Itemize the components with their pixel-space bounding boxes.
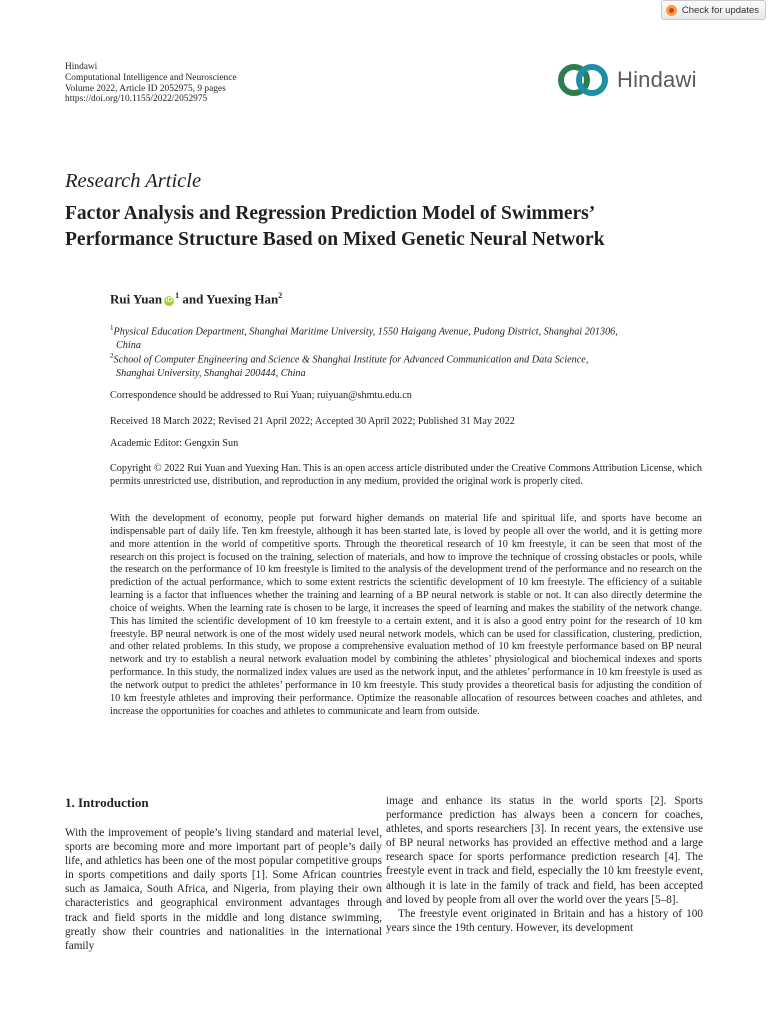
check-for-updates-label: Check for updates: [681, 4, 759, 16]
title-line-1: Factor Analysis and Regression Prediction Model of Swimmers’: [65, 203, 596, 224]
journal-header: [65, 62, 237, 105]
hindawi-logo-text: Hindawi: [617, 67, 697, 92]
hindawi-logo-icon: [557, 62, 611, 98]
paragraph: The freestyle event originated in Britain and has a history of 100 years since the 19th century. However, its development: [386, 907, 703, 934]
author-name[interactable]: Yuexing Han: [206, 291, 279, 307]
affiliation-text: China: [116, 339, 141, 351]
orcid-icon[interactable]: iD: [165, 297, 173, 305]
doi-link[interactable]: https://doi.org/10.1155/2022/2052975: [65, 94, 208, 105]
affiliation-1: [110, 322, 710, 352]
body-column-left: [65, 826, 382, 953]
affiliation-2: [110, 350, 710, 380]
author-affiliation-mark: 1: [175, 291, 180, 300]
author-affiliation-mark: 2: [278, 291, 283, 300]
volume-info: Volume 2022, Article ID 2052975, 9 pages: [65, 83, 226, 94]
hindawi-logo: [557, 62, 697, 98]
publication-dates: Received 18 March 2022; Revised 21 April 2022; Accepted 30 April 2022; Published 31 May 2022: [110, 416, 515, 427]
title-line-2: Performance Structure Based on Mixed Genetic Neural Network: [65, 229, 605, 250]
affiliation-text: Physical Education Department, Shanghai Maritime University, 1550 Haigang Avenue, Pudong District, Shanghai 201306,: [113, 326, 618, 338]
section-heading: 1. Introduction: [65, 795, 149, 810]
academic-editor: Academic Editor: Gengxin Sun: [110, 438, 239, 449]
check-for-updates-button[interactable]: [661, 0, 766, 20]
affiliation-mark: 2: [110, 352, 114, 360]
author-list: [110, 291, 282, 307]
paragraph: image and enhance its status in the world sports [2]. Sports performance prediction has always been a concern for coaches, athletes, and sports researchers [3]. In recent years, the extensive use of BP neural networks has provided an effective method and a large research space for sports performance prediction research [4]. The freestyle event in track and field, especially the 10 km freestyle event, although it is late in the family of track and field, has been accepted and loved by people from all over the world over the years [5–8].: [386, 795, 703, 906]
abstract: With the development of economy, people put forward higher demands on material life and spiritual life, and sports have become an indispensable part of daily life. Ten km freestyle, although it has been started late, is loved by people all over the world, and it is getting more and more attention in the world of competitive sports. Through the theoretical research of 10 km freestyle, it can be seen that most of the research on this project is focused on the training, selection of materials, and how to improve the technique of crossing obstacles or pools, while the research on the performance of 10 km freestyle is limited to the analysis of the development trend of the performance and no research on the prediction of the actual performance, which to some extent restricts the scientific development of 10 km freestyle. The efficiency of a suitable learning is a factor that influences whether the training and learning of a BP neural network is stable or not. It can also directly determine the choice of weights. When the learning rate is chosen to be large, it increases the speed of learning and makes the stability of the network change. This has limited the scientific development of 10 km freestyle to a certain extent, and it is also a good entry point for the research of 10 km freestyle. BP neural network is one of the most widely used neural network models, which can be used for classification, clustering, prediction, and other related problems. In this study, we propose a comprehensive evaluation method of 10 km freestyle performance based on BP neural network and try to establish a neural network evaluation model by combining the athletes’ physiological and biochemical indexes and sports performance. In this study, the normalized index values are used as the network input, and the athletes’ performance in 10 km freestyle is used as the network output to predict the athletes’ performance in 10 km freestyle. This study provides a theoretical basis for adjusting the condition of 10 km freestyle athletes and improving their performance. Optimize the reasonable allocation of resources between coaches and athletes, and increase the opportunities for coaches and athletes to communicate and learn from outside.: [110, 513, 702, 717]
author-conjunction: and: [182, 291, 204, 307]
paragraph: With the improvement of people’s living standard and material level, sports are becoming more and more important part of people’s daily life, and athletics has been one of the most popular competitive groups in sports competitions and daily sports [1]. Some African countries such as Jamaica, South Africa, and Nigeria, from playing their own characteristics and geographical environment advantages through track and field sports in the middle and long distance swimming, greatly show their countries and nationalities in the international family: [65, 827, 382, 952]
update-badge-icon: [666, 5, 677, 16]
journal-name: Computational Intelligence and Neuroscience: [65, 72, 237, 83]
affiliation-text: School of Computer Engineering and Science & Shanghai Institute for Advanced Communication and Data Science,: [113, 354, 589, 366]
copyright-notice: Copyright © 2022 Rui Yuan and Yuexing Han. This is an open access article distributed under the Creative Commons Attribution License, which permits unrestricted use, distribution, and reproduction in any medium, provided the original work is properly cited.: [110, 463, 702, 487]
article-type: Research Article: [65, 170, 202, 192]
correspondence: Correspondence should be addressed to Rui Yuan; ruiyuan@shmtu.edu.cn: [110, 390, 412, 401]
body-column-right: [386, 794, 703, 935]
affiliation-mark: 1: [110, 324, 114, 332]
article-title: [65, 201, 745, 253]
publisher-name: Hindawi: [65, 62, 98, 72]
affiliation-text: Shanghai University, Shanghai 200444, China: [116, 367, 306, 379]
author-name[interactable]: Rui Yuan: [110, 291, 163, 307]
